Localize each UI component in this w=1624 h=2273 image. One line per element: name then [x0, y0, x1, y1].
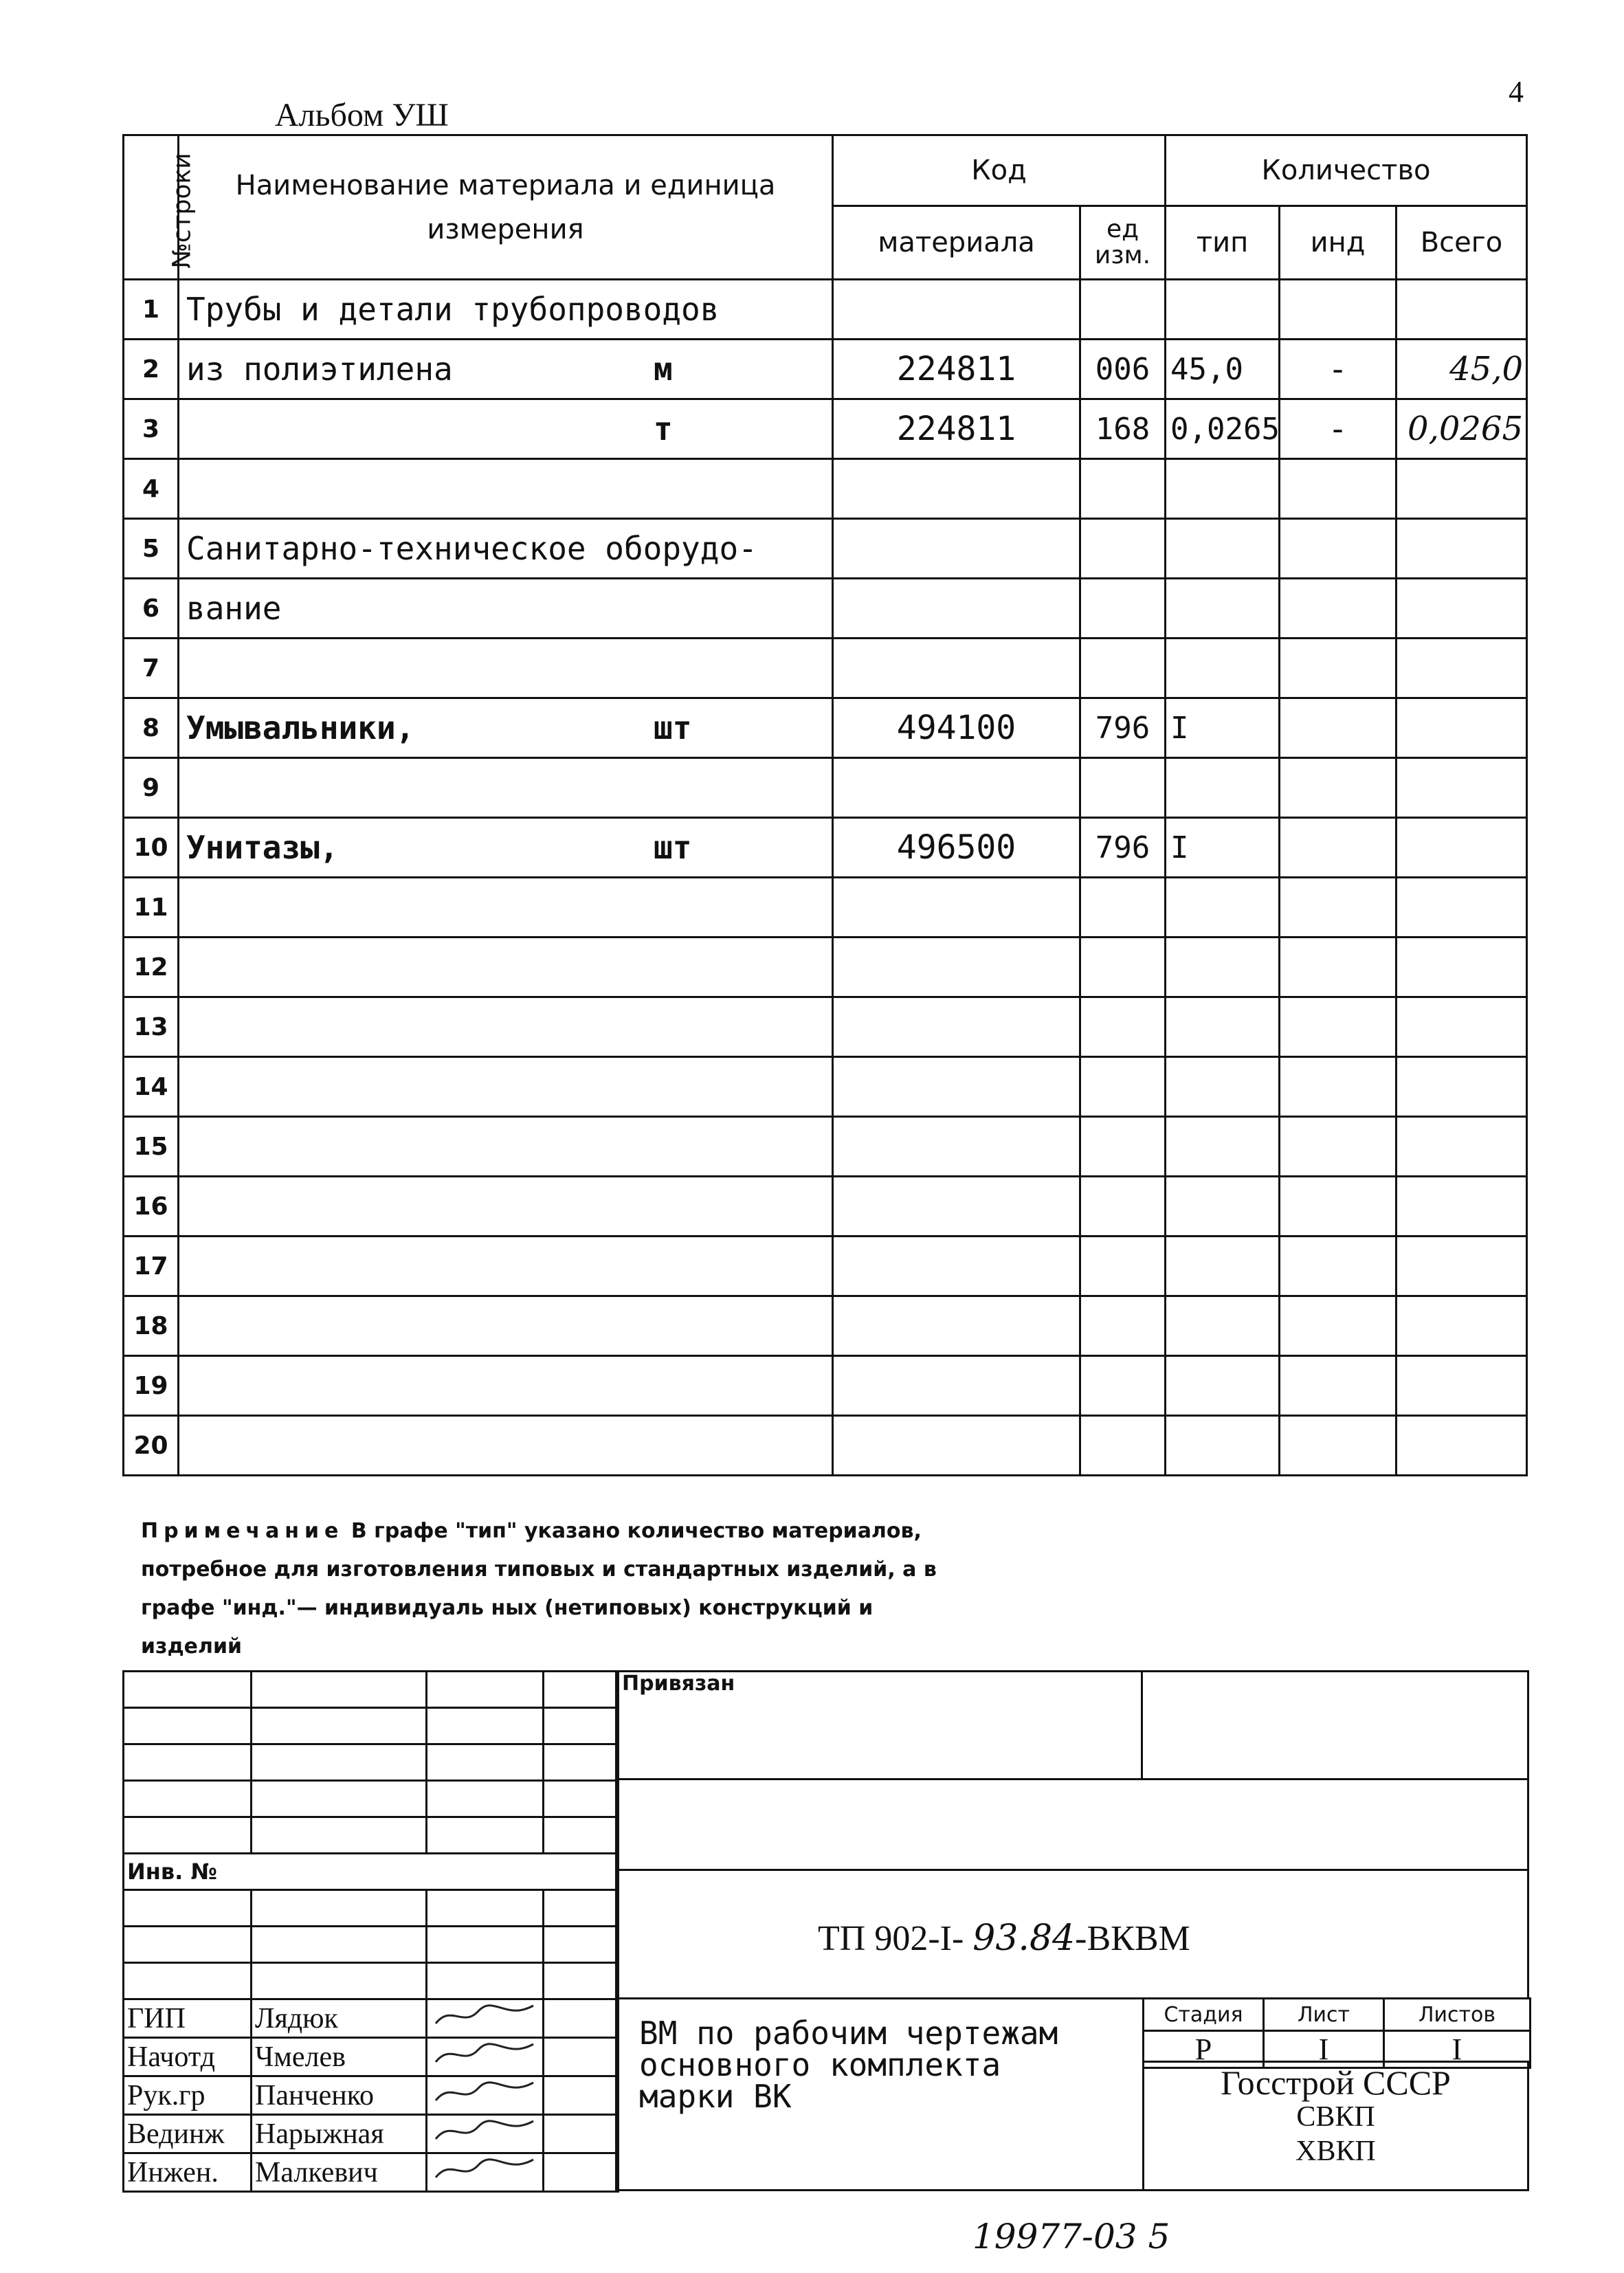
qty-ind — [1280, 639, 1397, 698]
row-number: 10 — [124, 818, 179, 878]
qty-ind — [1280, 878, 1397, 938]
unit-code: 796 — [1080, 698, 1166, 758]
material-code — [833, 1177, 1080, 1237]
row-number: 16 — [124, 1177, 179, 1237]
material-name-text: вание — [186, 590, 282, 627]
unit-of-measure: м — [654, 351, 673, 388]
signatory-role: Рук.гр — [124, 2076, 252, 2115]
unit-of-measure: т — [654, 410, 673, 447]
qty-total — [1397, 1296, 1527, 1356]
signature — [427, 2153, 544, 2192]
note — [141, 1512, 966, 1666]
organization-line: СВКП — [1296, 2101, 1375, 2133]
qty-tip — [1166, 878, 1280, 938]
material-code — [833, 938, 1080, 997]
document-code — [818, 1918, 1190, 1959]
signatory-row — [124, 2038, 619, 2076]
table-row — [124, 1117, 1527, 1177]
signatory-name: Чмелев — [252, 2038, 427, 2076]
table-row — [124, 639, 1527, 698]
material-name — [179, 1117, 833, 1177]
qty-tip — [1166, 459, 1280, 519]
header-quantity-group: Количество — [1166, 135, 1527, 206]
row-number: 6 — [124, 579, 179, 639]
document-code-handwritten: 93.84 — [972, 1918, 1076, 1959]
signature — [427, 2038, 544, 2076]
qty-total — [1397, 280, 1527, 340]
unit-code — [1080, 459, 1166, 519]
material-code — [833, 639, 1080, 698]
signature — [427, 2076, 544, 2115]
sheet-header: Лист — [1264, 1999, 1384, 2031]
signature — [427, 2115, 544, 2153]
row-number: 8 — [124, 698, 179, 758]
qty-ind — [1280, 1416, 1397, 1476]
qty-total: 0,0265 — [1397, 399, 1527, 459]
table-row — [124, 878, 1527, 938]
material-name — [179, 340, 833, 399]
row-number: 4 — [124, 459, 179, 519]
qty-total — [1397, 519, 1527, 579]
signatory-name: Нарыжная — [252, 2115, 427, 2153]
organization — [1142, 2065, 1529, 2169]
header-qty-total: Всего — [1397, 206, 1527, 280]
inventory-number-label: Инв. № — [124, 1854, 619, 1890]
date-cell — [544, 2115, 619, 2153]
row-number: 20 — [124, 1416, 179, 1476]
qty-total — [1397, 1356, 1527, 1416]
signatory-role: Вединж — [124, 2115, 252, 2153]
material-name — [179, 1237, 833, 1296]
qty-ind — [1280, 519, 1397, 579]
signatory-role: Инжен. — [124, 2153, 252, 2192]
material-code — [833, 997, 1080, 1057]
qty-tip — [1166, 997, 1280, 1057]
signatory-row — [124, 2076, 619, 2115]
qty-ind — [1280, 1296, 1397, 1356]
table-row — [124, 938, 1527, 997]
signatory-name: Лядюк — [252, 1999, 427, 2038]
qty-tip: I — [1166, 698, 1280, 758]
unit-code: 006 — [1080, 340, 1166, 399]
material-name-text: Трубы и детали трубопроводов — [186, 291, 720, 328]
table-row — [124, 818, 1527, 878]
material-code: 224811 — [833, 399, 1080, 459]
material-name — [179, 1177, 833, 1237]
qty-tip: 0,0265 — [1166, 399, 1280, 459]
material-name — [179, 698, 833, 758]
header-qty-tip: тип — [1166, 206, 1280, 280]
row-number: 13 — [124, 997, 179, 1057]
signatory-role: Начотд — [124, 2038, 252, 2076]
qty-tip — [1166, 579, 1280, 639]
material-code — [833, 1117, 1080, 1177]
material-code — [833, 1356, 1080, 1416]
signatory-row — [124, 2153, 619, 2192]
materials-table — [122, 134, 1528, 1476]
material-name — [179, 758, 833, 818]
row-number: 14 — [124, 1057, 179, 1117]
header-code-unit: ед изм. — [1080, 206, 1166, 280]
table-row — [124, 1177, 1527, 1237]
qty-tip — [1166, 758, 1280, 818]
qty-tip — [1166, 639, 1280, 698]
qty-ind — [1280, 579, 1397, 639]
row-number: 15 — [124, 1117, 179, 1177]
qty-tip — [1166, 519, 1280, 579]
footer-code: 19977-03 5 — [972, 2217, 1170, 2257]
table-row — [124, 459, 1527, 519]
qty-tip — [1166, 280, 1280, 340]
document-name-line: ВМ по рабочим чертежам — [639, 2015, 1058, 2052]
unit-code — [1080, 1117, 1166, 1177]
qty-total — [1397, 1416, 1527, 1476]
qty-ind — [1280, 698, 1397, 758]
table-row — [124, 280, 1527, 340]
qty-tip — [1166, 1416, 1280, 1476]
qty-ind — [1280, 280, 1397, 340]
material-code — [833, 459, 1080, 519]
material-name — [179, 1296, 833, 1356]
material-code — [833, 878, 1080, 938]
signature — [427, 1999, 544, 2038]
signatory-name: Панченко — [252, 2076, 427, 2115]
qty-total — [1397, 579, 1527, 639]
material-code: 224811 — [833, 340, 1080, 399]
unit-code — [1080, 1296, 1166, 1356]
qty-total — [1397, 758, 1527, 818]
table-row — [124, 758, 1527, 818]
qty-tip — [1166, 1177, 1280, 1237]
document-name-line: основного комплекта — [639, 2046, 1001, 2083]
header-code-group: Код — [833, 135, 1166, 206]
unit-code — [1080, 938, 1166, 997]
signatory-row — [124, 2115, 619, 2153]
unit-code — [1080, 997, 1166, 1057]
signatory-row — [124, 1999, 619, 2038]
material-name — [179, 938, 833, 997]
qty-total — [1397, 698, 1527, 758]
material-code — [833, 1296, 1080, 1356]
material-code — [833, 1057, 1080, 1117]
table-row — [124, 1296, 1527, 1356]
unit-code — [1080, 519, 1166, 579]
qty-total — [1397, 1117, 1527, 1177]
sheets-header: Листов — [1384, 1999, 1531, 2031]
table-row — [124, 1237, 1527, 1296]
material-name — [179, 280, 833, 340]
unit-code — [1080, 1237, 1166, 1296]
qty-tip — [1166, 1356, 1280, 1416]
material-name-text: Санитарно-техническое оборудо- — [186, 530, 757, 567]
document-code-suffix: -ВКВМ — [1075, 1919, 1190, 1958]
unit-code — [1080, 1416, 1166, 1476]
qty-ind — [1280, 459, 1397, 519]
table-row — [124, 579, 1527, 639]
date-cell — [544, 2153, 619, 2192]
qty-total — [1397, 639, 1527, 698]
page-number: 4 — [1509, 75, 1524, 109]
material-name — [179, 997, 833, 1057]
document-name — [639, 2015, 1058, 2115]
table-row — [124, 698, 1527, 758]
material-name — [179, 878, 833, 938]
table-row — [124, 1356, 1527, 1416]
qty-ind — [1280, 758, 1397, 818]
material-name — [179, 639, 833, 698]
signatory-name: Малкевич — [252, 2153, 427, 2192]
qty-ind — [1280, 1117, 1397, 1177]
qty-total — [1397, 1177, 1527, 1237]
table-row — [124, 519, 1527, 579]
material-name-text: Унитазы, — [186, 829, 339, 866]
unit-code — [1080, 1177, 1166, 1237]
qty-total — [1397, 938, 1527, 997]
binding-box-right — [1141, 1670, 1529, 1780]
qty-ind — [1280, 997, 1397, 1057]
qty-total — [1397, 1057, 1527, 1117]
unit-code — [1080, 280, 1166, 340]
qty-tip: 45,0 — [1166, 340, 1280, 399]
date-cell — [544, 2038, 619, 2076]
binding-label: Привязан — [622, 1672, 735, 1696]
document-name-line: марки ВК — [639, 2078, 792, 2115]
material-name — [179, 519, 833, 579]
unit-code — [1080, 579, 1166, 639]
date-cell — [544, 1999, 619, 2038]
row-number: 19 — [124, 1356, 179, 1416]
unit-code — [1080, 1057, 1166, 1117]
stage-value: Р — [1144, 2031, 1264, 2068]
row-number: 12 — [124, 938, 179, 997]
unit-of-measure: шт — [654, 829, 692, 866]
qty-total — [1397, 459, 1527, 519]
row-number: 7 — [124, 639, 179, 698]
signature-grid — [122, 1670, 619, 2193]
signatory-role: ГИП — [124, 1999, 252, 2038]
material-name — [179, 818, 833, 878]
qty-ind — [1280, 1057, 1397, 1117]
document-code-prefix: ТП 902-I- — [818, 1919, 964, 1958]
row-number: 2 — [124, 340, 179, 399]
stage-header: Стадия — [1144, 1999, 1264, 2031]
date-cell — [544, 2076, 619, 2115]
qty-ind — [1280, 1237, 1397, 1296]
material-code: 494100 — [833, 698, 1080, 758]
row-number: 1 — [124, 280, 179, 340]
unit-code: 168 — [1080, 399, 1166, 459]
row-number: 9 — [124, 758, 179, 818]
row-number: 18 — [124, 1296, 179, 1356]
row-number: 5 — [124, 519, 179, 579]
unit-code — [1080, 1356, 1166, 1416]
row-number: 17 — [124, 1237, 179, 1296]
material-code — [833, 579, 1080, 639]
qty-ind — [1280, 938, 1397, 997]
qty-tip: I — [1166, 818, 1280, 878]
header-row-number: №строки — [124, 135, 179, 280]
qty-total — [1397, 1237, 1527, 1296]
table-row — [124, 399, 1527, 459]
material-name-text: из полиэтилена — [186, 351, 453, 388]
material-code — [833, 280, 1080, 340]
qty-tip — [1166, 1237, 1280, 1296]
table-row — [124, 1057, 1527, 1117]
unit-of-measure: шт — [654, 709, 692, 746]
unit-code — [1080, 639, 1166, 698]
material-code — [833, 1237, 1080, 1296]
material-name — [179, 459, 833, 519]
table-row — [124, 340, 1527, 399]
qty-total — [1397, 818, 1527, 878]
qty-total — [1397, 878, 1527, 938]
unit-code: 796 — [1080, 818, 1166, 878]
qty-ind — [1280, 1177, 1397, 1237]
table-row — [124, 1416, 1527, 1476]
note-label: Примечание — [141, 1519, 344, 1543]
material-name-text: Умывальники, — [186, 709, 415, 746]
material-name — [179, 1416, 833, 1476]
album-title: Альбом УШ — [275, 97, 449, 133]
material-name — [179, 1356, 833, 1416]
unit-code — [1080, 878, 1166, 938]
blank-box — [615, 1778, 1529, 1871]
sheets-value: I — [1384, 2031, 1531, 2068]
header-material-name: Наименование материала и единица измерения — [179, 135, 833, 280]
qty-tip — [1166, 938, 1280, 997]
stage-sheet-table — [1142, 1997, 1531, 2069]
sheet-value: I — [1264, 2031, 1384, 2068]
qty-tip — [1166, 1296, 1280, 1356]
qty-ind — [1280, 1356, 1397, 1416]
row-number: 3 — [124, 399, 179, 459]
row-number: 11 — [124, 878, 179, 938]
qty-tip — [1166, 1117, 1280, 1177]
qty-ind: - — [1280, 399, 1397, 459]
note-text: В графе "тип" указано количество материалов, потребное для изготовления типовых и стандартных изделий, а в графе "инд."— индивидуаль ных (нетиповых) конструкций и изделий — [141, 1519, 937, 1659]
organization-line: Госстрой СССР — [1221, 2063, 1451, 2102]
table-row — [124, 997, 1527, 1057]
qty-ind — [1280, 818, 1397, 878]
material-code — [833, 519, 1080, 579]
material-code: 496500 — [833, 818, 1080, 878]
organization-line: ХВКП — [1295, 2136, 1376, 2167]
qty-tip — [1166, 1057, 1280, 1117]
header-code-material: материала — [833, 206, 1080, 280]
qty-ind: - — [1280, 340, 1397, 399]
material-name — [179, 1057, 833, 1117]
qty-total — [1397, 997, 1527, 1057]
unit-code — [1080, 758, 1166, 818]
material-code — [833, 758, 1080, 818]
qty-total: 45,0 — [1397, 340, 1527, 399]
header-qty-ind: инд — [1280, 206, 1397, 280]
material-code — [833, 1416, 1080, 1476]
material-name — [179, 399, 833, 459]
material-name — [179, 579, 833, 639]
